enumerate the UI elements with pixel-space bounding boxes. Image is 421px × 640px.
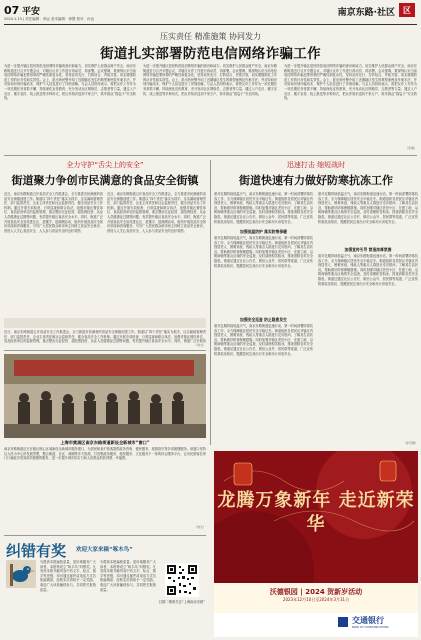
page-number: 07 bbox=[4, 4, 20, 17]
promo-body-col2: 为提高本报编校质量，更好地服务广大读者，本报特设立“啄木鸟”纠错奖。凡发现本报刊载内容中有文字、标点、数字等差错，均可通过邮件或电话方式告知编辑部，经核实后将给予一定奖励。欢迎广大读者踊跃参与，共同把关报纸质量。 bbox=[100, 560, 156, 592]
story3-body-col2b: 面对近期持续低温天气，南京东路街道迅速行动，第一时间部署防寒抗冻工作，全力保障辖区居民安全平稳过冬。街道组织各居民区对辖区内独居老人、困难家庭、残疾人等重点人群进行走访慰问，了解其生活状况，帮助做好防寒保暖措施。同时加强对辖区老旧小区、在建工地、沿街商铺等重点区域的安全巡查，及时清理积雪积冰，排查消除各类安全隐患。街道还通过社区公告栏、微信公众号、居民群等渠道，广泛宣传防寒抗冻知识，提醒居民注意出行安全和用火用电安全。 bbox=[318, 254, 418, 286]
advertisement[interactable] bbox=[214, 451, 418, 637]
story2-kicker: 全力守护“舌尖上的安全” bbox=[66, 161, 144, 169]
story1-byline: （李瑜） bbox=[404, 146, 417, 150]
header-rule bbox=[4, 24, 417, 25]
story2-body-col1: 近日，南京东路街道召开食品安全工作推进会，全力推进市民满意的食品安全街镇创建工作。街道以“四个责任”落实为抓手，压实属地管理责任、部门监管责任、企业主体责任和社会监督责任，健全食品安全工作机制。通过开展专项检查、日常巡查和联合执法，加强对辖区餐饮单位、食品经营单位的监督管理，重点整治无证经营、超范围经营、从业人员健康证过期等问题，有效提升辖区食品安全水平。同时，街道广泛开展食品安全宣传进社区、进楼宇、进商圈活动，组织开展食品安全知识讲座和咨询服务，引导广大居民群众和市场主体树立食品安全意识，营造人人关心食品安全、人人参与食品安全的良好氛围。 bbox=[4, 192, 103, 233]
ad-bank-name: 交通银行 bbox=[352, 616, 384, 625]
story2-headline: 街道聚力争创市民满意的食品安全街镇 bbox=[11, 174, 199, 187]
promo-body-col1: 为提高本报编校质量，更好地服务广大读者，本报特设立“啄木鸟”纠错奖。凡发现本报刊载内容中有文字、标点、数字等差错，均可通过邮件或电话方式告知编辑部，经核实后将给予一定奖励。欢迎广大读者踊跃参与，共同把关报纸质量。 bbox=[40, 560, 96, 592]
bank-logo-icon bbox=[338, 617, 348, 627]
story3-body-col2: 面对近期持续低温天气，南京东路街道迅速行动，第一时间部署防寒抗冻工作，全力保障辖区居民安全平稳过冬。街道组织各居民区对辖区内独居老人、困难家庭、残疾人等重点人群进行走访慰问，了解其生活状况，帮助做好防寒保暖措施。同时加强对辖区老旧小区、在建工地、沿街商铺等重点区域的安全巡查，及时清理积雪积冰，排查消除各类安全隐患。街道还通过社区公告栏、微信公众号、居民群等渠道，广泛宣传防寒抗冻知识，提醒居民注意出行安全和用火用电安全。 bbox=[318, 192, 418, 224]
story3-subhead-2: 加强安全巡查 防止隐患发生 bbox=[240, 317, 287, 322]
masthead-brand: 南京东路·社区 bbox=[337, 8, 395, 18]
story1-body-col2: 为进一步提升辖区居民防范电信网络诈骗的意识和能力，切实维护人民群众财产安全，南京东路街道近日召开专题会议，对辖区反诈工作进行再动员、再部署。会议强调，要深刻认识当前电信网络诈骗犯罪形势的严峻性和复杂性，坚持宣传先行、打防结合、齐抓共管，切实增强防范工作的针对性和实效性。会上，派出所民警介绍了近期辖区发生的典型案例及作案手法，并对如何识别诈骗话术、保护个人信息进行了详细讲解。与会人员纷纷表示，将把反诈工作作为一项长期任务常抓不懈，持续深化宣传教育，充分发动社区网格员、志愿者等力量，通过入户走访、楼宇宣传、线上推送等多种形式，把反诈知识送到千家万户，筑牢群众“钱袋子”安全防线。 bbox=[143, 64, 277, 96]
story3-headline: 街道快速有力做好防寒抗冻工作 bbox=[239, 174, 393, 187]
ad-headline: 龙腾万象新年 走近新荣华 bbox=[217, 490, 415, 535]
divider bbox=[4, 535, 206, 536]
page-meta: 2024.1.10 | 责任编辑：李远 美术编辑：徐慧 校对：孙良 bbox=[4, 17, 94, 21]
ad-artwork bbox=[214, 451, 418, 637]
ad-banner-title: 沃德银园 | 2024 贺新岁活动 bbox=[269, 588, 363, 596]
story3-kicker: 迅速打击 缩短战时 bbox=[286, 161, 346, 169]
photo-strip bbox=[4, 318, 206, 328]
story3-subhead-3: 加强宣传引导 营造浓厚氛围 bbox=[344, 247, 392, 252]
story1-headline: 街道扎实部署防范电信网络诈骗工作 bbox=[100, 46, 321, 62]
story1-kicker: 压实责任 精准施策 协同发力 bbox=[159, 32, 262, 41]
section-title: 平安 bbox=[22, 7, 41, 17]
column-divider bbox=[210, 160, 211, 445]
story2-body-cont: 近日，南京东路街道召开食品安全工作推进会，全力推进市民满意的食品安全街镇创建工作。街道以“四个责任”落实为抓手，压实属地管理责任、部门监管责任、企业主体责任和社会监督责任，健全食品安全工作机制。通过开展专项检查、日常巡查和联合执法，加强对辖区餐饮单位、食品经营单位的监督管理，重点整治无证经营、超范围经营、从业人员健康证过期等问题，有效提升辖区食品安全水平。同时，街道广泛开展食 bbox=[4, 330, 206, 344]
ad-bank-sub: BANK OF COMMUNICATIONS bbox=[352, 626, 389, 629]
story2-body-col2: 近日，南京东路街道召开食品安全工作推进会，全力推进市民满意的食品安全街镇创建工作。街道以“四个责任”落实为抓手，压实属地管理责任、部门监管责任、企业主体责任和社会监督责任，健全食品安全工作机制。通过开展专项检查、日常巡查和联合执法，加强对辖区餐饮单位、食品经营单位的监督管理，重点整治无证经营、超范围经营、从业人员健康证过期等问题，有效提升辖区食品安全水平。同时，街道广泛开展食品安全宣传进社区、进楼宇、进商圈活动，组织开展食品安全知识讲座和咨询服务，引导广大居民群众和市场主体树立食品安全意识，营造人人关心食品安全、人人参与食品安全的良好氛围。 bbox=[107, 192, 206, 233]
story4-photo bbox=[4, 354, 206, 438]
qr-code-icon bbox=[165, 563, 199, 597]
woodpecker-icon bbox=[6, 560, 36, 588]
story4-body: 南京东路街道近日在辖区核心区域新设全新城市服务窗口，为居民和来沪游客提供政务咨询、便民服务、旅游指引等多项便捷服务。该窗口坚持以人民为中心的发展思想，整合街道、社区、商圈等多方资源，打造集政务服务、便民服务、文化服务于一体的综合服务平台，让市民游客在家门口就能享受到高效便捷的服务，进一步提升城市软实力和人民群众的获得感、幸福感。 bbox=[4, 447, 206, 461]
divider bbox=[4, 350, 206, 351]
qr-code[interactable] bbox=[165, 563, 199, 597]
story1-body-col1: 为进一步提升辖区居民防范电信网络诈骗的意识和能力，切实维护人民群众财产安全，南京东路街道近日召开专题会议，对辖区反诈工作进行再动员、再部署。会议强调，要深刻认识当前电信网络诈骗犯罪形势的严峻性和复杂性，坚持宣传先行、打防结合、齐抓共管，切实增强防范工作的针对性和实效性。会上，派出所民警介绍了近期辖区发生的典型案例及作案手法，并对如何识别诈骗话术、保护个人信息进行了详细讲解。与会人员纷纷表示，将把反诈工作作为一项长期任务常抓不懈，持续深化宣传教育，充分发动社区网格员、志愿者等力量，通过入户走访、楼宇宣传、线上推送等多种形式，把反诈知识送到千家万户，筑牢群众“钱袋子”安全防线。 bbox=[4, 64, 136, 101]
promo-subtitle: 欢迎大家来稿“啄木鸟” bbox=[76, 547, 133, 553]
ad-banner-date: 2023年12月10日至2024年3月31日 bbox=[282, 597, 350, 602]
event-photo-illustration bbox=[4, 354, 206, 438]
story3-body-col1b: 面对近期持续低温天气，南京东路街道迅速行动，第一时间部署防寒抗冻工作，全力保障辖区居民安全平稳过冬。街道组织各居民区对辖区内独居老人、困难家庭、残疾人等重点人群进行走访慰问，了解其生活状况，帮助做好防寒保暖措施。同时加强对辖区老旧小区、在建工地、沿街商铺等重点区域的安全巡查，及时清理积雪积冰，排查消除各类安全隐患。街道还通过社区公告栏、微信公众号、居民群等渠道，广泛宣传防寒抗冻知识，提醒居民注意出行安全和用火用电安全。 bbox=[214, 324, 313, 356]
story4-headline: 上海市黄浦区南京东路街道新设全新城市“窗口” bbox=[60, 440, 150, 445]
promo-title: 纠错有奖 bbox=[6, 542, 67, 560]
story1-body-col3: 为进一步提升辖区居民防范电信网络诈骗的意识和能力，切实维护人民群众财产安全，南京东路街道近日召开专题会议，对辖区反诈工作进行再动员、再部署。会议强调，要深刻认识当前电信网络诈骗犯罪形势的严峻性和复杂性，坚持宣传先行、打防结合、齐抓共管，切实增强防范工作的针对性和实效性。会上，派出所民警介绍了近期辖区发生的典型案例及作案手法，并对如何识别诈骗话术、保护个人信息进行了详细讲解。与会人员纷纷表示，将把反诈工作作为一项长期任务常抓不懈，持续深化宣传教育，充分发动社区网格员、志愿者等力量，通过入户走访、楼宇宣传、线上推送等多种形式，把反诈知识送到千家万户，筑牢群众“钱袋子”安全防线。 bbox=[284, 64, 417, 101]
story3-intro: 面对近期持续低温天气，南京东路街道迅速行动，第一时间部署防寒抗冻工作，全力保障辖区居民安全平稳过冬。街道组织各居民区对辖区内独居老人、困难家庭、残疾人等重点人群进行走访慰问，了解其生活状况，帮助做好防寒保暖措施。同时加强对辖区老旧小区、在建工地、沿街商铺等重点区域的安全巡查，及时清理积雪积冰，排查消除各类安全隐患。街道还通过社区公告栏、微信公众号、居民群等渠道，广泛宣传防寒抗冻知识，提醒居民注意出行安全和用火用电安全。 bbox=[214, 192, 313, 224]
divider bbox=[4, 155, 417, 156]
story3-body-col1: 面对近期持续低温天气，南京东路街道迅速行动，第一时间部署防寒抗冻工作，全力保障辖区居民安全平稳过冬。街道组织各居民区对辖区内独居老人、困难家庭、残疾人等重点人群进行走访慰问，了解其生活状况，帮助做好防寒保暖措施。同时加强对辖区老旧小区、在建工地、沿街商铺等重点区域的安全巡查，及时清理积雪积冰，排查消除各类安全隐患。街道还通过社区公告栏、微信公众号、居民群等渠道，广泛宣传防寒抗冻知识，提醒居民注意出行安全和用火用电安全。 bbox=[214, 236, 313, 268]
qr-caption: 扫描二维码关注“上海南京东路” bbox=[158, 600, 206, 604]
masthead-logo: 区 bbox=[399, 3, 415, 17]
promo-illustration bbox=[6, 560, 36, 588]
story3-byline: （李茂雅） bbox=[402, 441, 418, 445]
story3-subhead-1: 加强低温防护 落实防寒保暖 bbox=[240, 229, 287, 234]
story4-byline: （刘文） bbox=[193, 525, 206, 529]
story2-byline: （刘文） bbox=[193, 343, 206, 347]
